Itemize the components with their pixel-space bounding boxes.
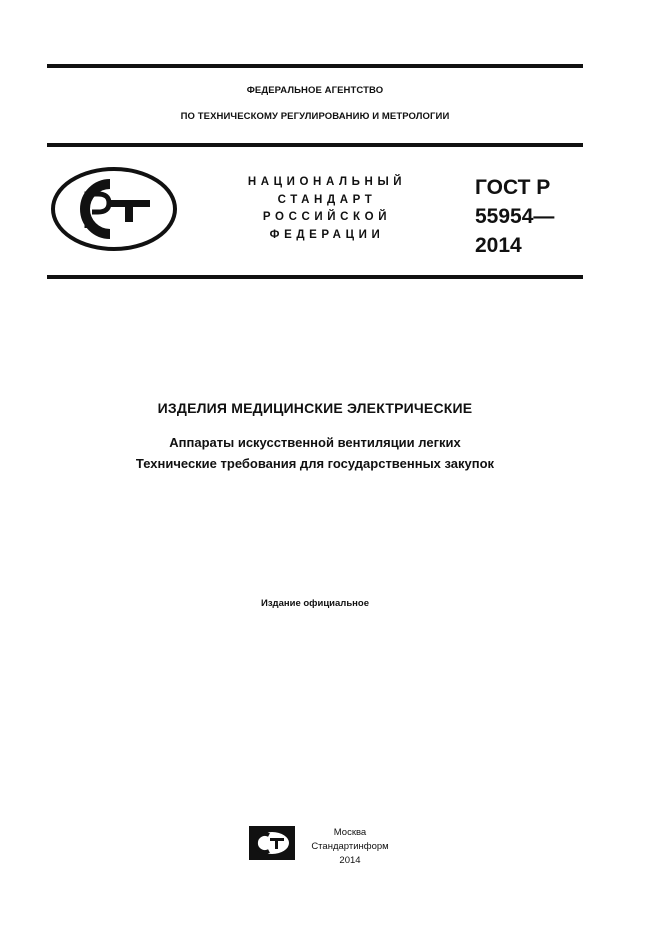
publisher-imprint <box>302 826 398 868</box>
standard-designation <box>475 173 554 260</box>
publisher-name: Стандартинформ <box>311 841 389 852</box>
top-rule <box>47 64 583 68</box>
header-rule <box>47 143 583 147</box>
national-line-3: РОССИЙСКОЙ <box>262 211 392 223</box>
designation-line-3: 2014 <box>475 234 522 257</box>
document-subtitle-line-1: Аппараты искусственной вентиляции легких <box>169 435 461 450</box>
national-standard-heading <box>222 174 432 244</box>
national-line-2: СТАНДАРТ <box>277 193 377 206</box>
header-bottom-rule <box>47 275 583 279</box>
edition-label: Издание официальное <box>261 598 369 609</box>
agency-name-line-2: ПО ТЕХНИЧЕСКОМУ РЕГУЛИРОВАНИЮ И МЕТРОЛОГИИ <box>180 111 450 122</box>
designation-line-1: ГОСТ Р <box>475 176 551 199</box>
national-line-1: НАЦИОНАЛЬНЫЙ <box>247 176 407 188</box>
publisher-city: Москва <box>333 827 367 838</box>
standartinform-logo-icon <box>249 826 295 860</box>
national-line-4: ФЕДЕРАЦИИ <box>269 228 385 241</box>
agency-name-line-1: ФЕДЕРАЛЬНОЕ АГЕНТСТВО <box>246 85 384 96</box>
gost-r-emblem-icon <box>50 166 178 252</box>
publication-year: 2014 <box>339 855 361 866</box>
document-title: ИЗДЕЛИЯ МЕДИЦИНСКИЕ ЭЛЕКТРИЧЕСКИЕ <box>157 400 473 416</box>
designation-line-2: 55954— <box>475 205 555 228</box>
document-subtitle-line-2: Технические требования для государственных закупок <box>135 456 495 471</box>
